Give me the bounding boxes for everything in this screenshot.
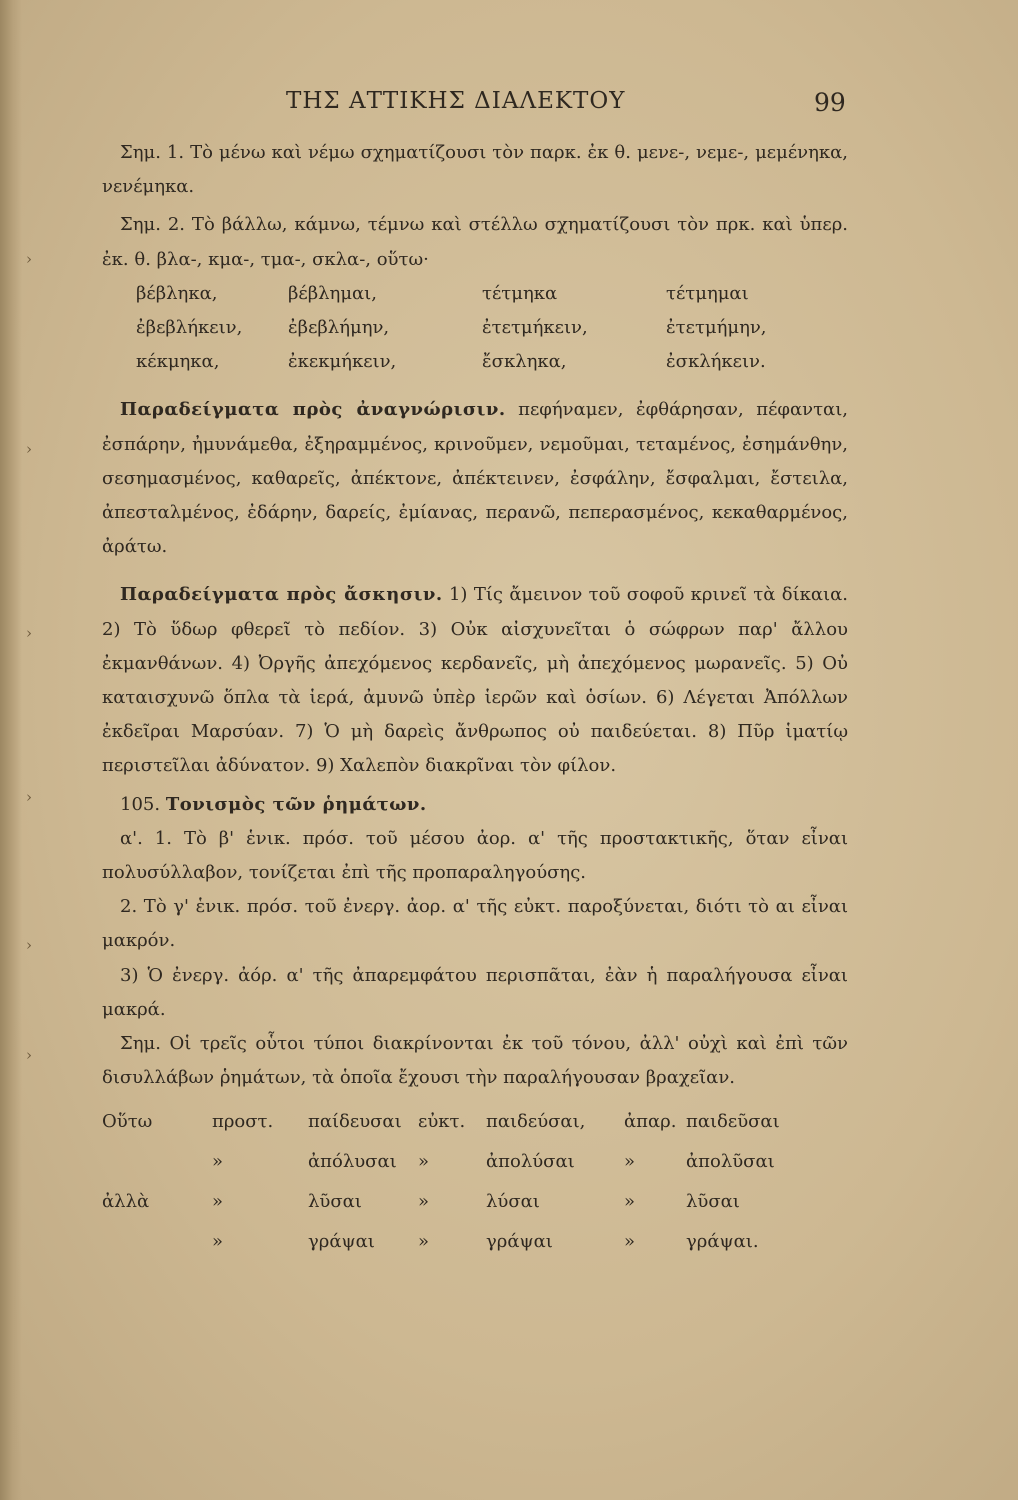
examples-recognition-paragraph (102, 393, 848, 564)
table-cell (102, 1145, 212, 1185)
running-title: ΤΗΣ ΑΤΤΙΚΗΣ ΔΙΑΛΕΚΤΟΥ (286, 88, 626, 114)
table-cell: ἐτετμήμην, (666, 317, 767, 339)
rule-2: 2. Τὸ γ' ἑνικ. πρόσ. τοῦ ἐνεργ. ἀορ. α' τῆς εὐκτ. παροξύνεται, διότι τὸ αι εἶναι μακρόν. (102, 896, 848, 952)
table-cell: » (212, 1231, 224, 1253)
table-cell: εὐκτ. (418, 1111, 466, 1133)
table-cell: ἀπόλυσαι (308, 1151, 397, 1173)
rule-1: α'. 1. Τὸ β' ἑνικ. πρόσ. τοῦ μέσου ἀορ. α' τῆς προστακτικῆς, ὅταν εἶναι πολυσύλλαβον, τονίζεται ἐπὶ τῆς προπαραληγούσης. (102, 827, 848, 884)
section-note: Σημ. Οἱ τρεῖς οὗτοι τύποι διακρίνονται ἐκ τοῦ τόνου, ἀλλ' οὐχὶ καὶ ἐπὶ τῶν δισυλλάβων ῥημάτων, τὰ ὁποῖα ἔχουσι τὴν παραλήγουσαν βραχεῖαν. (102, 1033, 848, 1089)
table-cell: λύσαι (486, 1191, 540, 1213)
table-cell: λῦσαι (308, 1191, 362, 1213)
table-cell: ἀπολύσαι (486, 1151, 575, 1173)
section-number: 105. (120, 793, 161, 815)
examples-exercise-paragraph (102, 578, 848, 783)
table-cell: γράψαι (308, 1231, 375, 1253)
table-row (102, 1105, 780, 1145)
table-cell: γράψαι (486, 1231, 553, 1253)
table-cell: παίδευσαι (308, 1111, 402, 1133)
section-title: Τονισμὸς τῶν ῥημάτων. (165, 793, 427, 815)
section-105-heading (102, 788, 848, 822)
table-cell: βέβλημαι, (288, 282, 377, 304)
table-row (136, 277, 767, 311)
page-number: 99 (814, 88, 846, 117)
examples-recognition-text: πεφήναμεν, ἐφθάρησαν, πέφανται, ἐσπάρην, ἠμυνάμεθα, ἐξηραμμένος, κρινοῦμεν, νεμοῦμαι, τεταμένος, ἐσημάνθην, σεσημασμένος, καθαρεῖς, ἀπέκτονε, ἀπέκτεινεν, ἐσφάλην, ἔσφαλμαι, ἔστειλα, ἀπεσταλμένος, ἐδάρην, δαρείς, ἐμίανας, περανῶ, πεπερασμένος, κεκαθαρμένος, ἀράτω. (102, 399, 848, 558)
margin-mark: › (26, 936, 32, 954)
table-cell: ἀλλὰ (102, 1191, 150, 1213)
table-cell: ἐτετμήκειν, (482, 317, 588, 339)
table-row (136, 311, 767, 345)
table-cell: » (418, 1151, 430, 1173)
examples-recognition-heading: Παραδείγματα πρὸς ἀναγνώρισιν. (120, 399, 506, 421)
table-cell: Οὕτω (102, 1111, 153, 1133)
table-cell: » (624, 1191, 636, 1213)
examples-exercise-text: 1) Τίς ἄμεινον τοῦ σοφοῦ κρινεῖ τὰ δίκαια. 2) Τὸ ὕδωρ φθερεῖ τὸ πεδίον. 3) Οὐκ αἰσχυνεῖται ὁ σώφρων παρ' ἄλλου ἐκμανθάνων. 4) Ὀργῆς ἀπεχόμενος κερδανεῖς, μὴ ἀπεχόμενος μωρανεῖς. 5) Οὐ καταισχυνῶ ὅπλα τὰ ἱερά, ἀμυνῶ ὑπὲρ ἱερῶν καὶ ὁσίων. 6) Λέγεται Ἀπόλλων ἐκδεῖραι Μαρσύαν. 7) Ὁ μὴ δαρεὶς ἄνθρωπος οὐ παιδεύεται. 8) Πῦρ ἱματίῳ περιστεῖλαι ἀδύνατον. 9) Χαλεπὸν διακρῖναι τὸν φίλον. (102, 584, 848, 777)
table-cell: λῦσαι (686, 1191, 740, 1213)
page-body (102, 136, 848, 1265)
table-cell: παιδεῦσαι (686, 1111, 780, 1133)
table-cell: παιδεύσαι, (486, 1111, 586, 1133)
table-cell: » (418, 1231, 430, 1253)
table-row (102, 1225, 780, 1265)
table-cell: ἀπολῦσαι (686, 1151, 775, 1173)
examples-exercise-heading: Παραδείγματα πρὸς ἄσκησιν. (120, 584, 443, 606)
table-row (102, 1145, 780, 1185)
table-cell: βέβληκα, (136, 282, 218, 304)
table-cell: τέτμηκα (482, 282, 558, 304)
accent-comparison-table (102, 1105, 780, 1265)
table-cell: ἀπαρ. (624, 1111, 677, 1133)
note-1: Σημ. 1. Τὸ μένω καὶ νέμω σχηματίζουσι τὸν παρκ. ἐκ θ. μενε-, νεμε-, μεμένηκα, νενέμηκα. (102, 142, 848, 198)
table-cell: γράψαι. (686, 1231, 759, 1253)
table-cell: προστ. (212, 1111, 274, 1133)
margin-mark: › (26, 788, 32, 806)
table-cell: ἔσκληκα, (482, 351, 567, 373)
table-row (136, 345, 767, 379)
note-2: Σημ. 2. Τὸ βάλλω, κάμνω, τέμνω καὶ στέλλω σχηματίζουσι τὸν πρκ. καὶ ὑπερ. ἐκ. θ. βλα-, κμα-, τμα-, σκλα-, οὕτω· (102, 214, 848, 270)
table-cell: » (624, 1151, 636, 1173)
table-cell: ἐσκλήκειν. (666, 351, 766, 373)
margin-mark: › (26, 250, 32, 268)
page-binding-edge (0, 0, 22, 1500)
table-cell: » (212, 1151, 224, 1173)
page-header (0, 88, 1018, 128)
rule-3: 3) Ὁ ἐνεργ. ἀόρ. α' τῆς ἀπαρεμφάτου περισπᾶται, ἐὰν ἡ παραλήγουσα εἶναι μακρά. (102, 964, 848, 1020)
table-cell: τέτμημαι (666, 282, 749, 304)
table-cell: ἐβεβλήκειν, (136, 317, 243, 339)
perfect-forms-table (136, 277, 767, 380)
table-cell: » (212, 1191, 224, 1213)
margin-mark: › (26, 624, 32, 642)
table-cell: κέκμηκα, (136, 351, 220, 373)
table-row (102, 1185, 780, 1225)
table-cell (102, 1225, 212, 1265)
margin-mark: › (26, 440, 32, 458)
margin-mark: › (26, 1046, 32, 1064)
table-cell: ἐβεβλήμην, (288, 317, 390, 339)
table-cell: ἐκεκμήκειν, (288, 351, 397, 373)
table-cell: » (418, 1191, 430, 1213)
table-cell: » (624, 1231, 636, 1253)
